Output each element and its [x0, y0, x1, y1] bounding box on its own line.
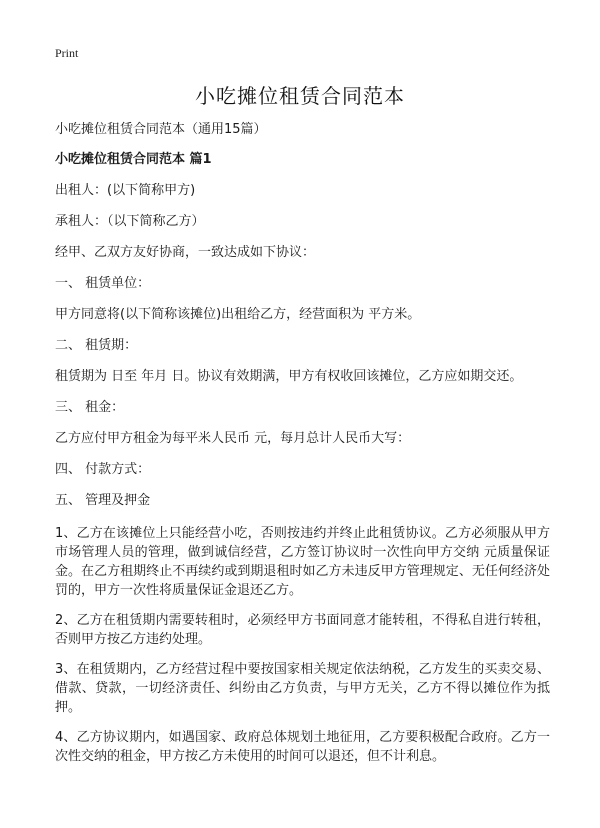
management-item-2: 2、乙方在租赁期内需要转租时，必须经甲方书面同意才能转租，不得私自进行转租，否则甲方按乙方违约处理。	[55, 613, 550, 647]
clause-text-3: 乙方应付甲方租金为每平米人民币 元，每月总计人民币大写：	[55, 431, 411, 446]
section-heading: 小吃摊位租赁合同范本 篇1	[55, 152, 212, 167]
document-body	[55, 120, 550, 766]
management-item-3: 3、在租赁期内，乙方经营过程中要按国家相关规定依法纳税，乙方发生的买卖交易、借款、贷款，一切经济责任、纠纷由乙方负责，与甲方无关，乙方不得以摊位作为抵押。	[55, 662, 550, 715]
clause-heading-2: 二、 租赁期：	[55, 338, 138, 353]
clause-text-2: 租赁期为 日至 年月 日。协议有效期满，甲方有权收回该摊位，乙方应如期交还。	[55, 369, 523, 384]
document-title: 小吃摊位租赁合同范本	[195, 84, 405, 108]
print-label: Print	[55, 46, 79, 60]
management-item-1: 1、乙方在该摊位上只能经营小吃，否则按违约并终止此租赁协议。乙方必须服从甲方市场管理人员的管理，做到诚信经营，乙方签订协议时一次性向甲方交纳 元质量保证金。在乙方租期终止不再续约或到期退租时如乙方未违反甲方管理规定、无任何经济处罚的，甲方一次性将质量保证金退还乙方。	[55, 526, 550, 598]
clause-text-1: 甲方同意将(以下简称该摊位)出租给乙方，经营面积为 平方米。	[55, 307, 421, 322]
lessor-line: 出租人：(以下简称甲方)	[55, 183, 196, 198]
lessee-line: 承租人：（以下简称乙方）	[55, 214, 205, 229]
intro-line: 经甲、乙双方友好协商，一致达成如下协议：	[55, 245, 316, 260]
clause-heading-5: 五、 管理及押金	[55, 493, 151, 508]
clause-heading-4: 四、 付款方式：	[55, 462, 151, 477]
clause-heading-3: 三、 租金：	[55, 400, 125, 415]
document-subtitle: 小吃摊位租赁合同范本（通用15篇）	[55, 122, 267, 137]
management-item-4: 4、乙方协议期内，如遇国家、政府总体规划土地征用，乙方要积极配合政府。乙方一次性交纳的租金，甲方按乙方未使用的时间可以退还，但不计利息。	[55, 730, 550, 764]
clause-heading-1: 一、 租赁单位：	[55, 276, 151, 291]
